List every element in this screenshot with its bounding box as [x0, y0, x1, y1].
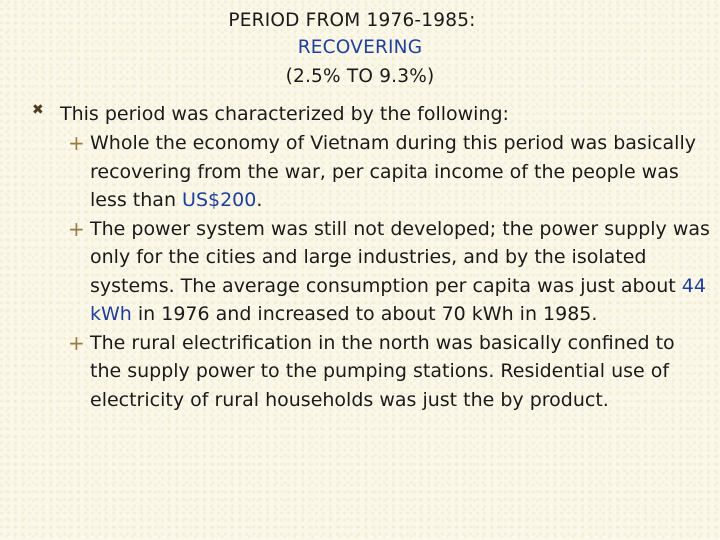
plus-bullet-icon: +: [68, 216, 85, 241]
plus-bullet-icon: +: [68, 131, 85, 155]
sub-bullet-text-end: in 1976 and increased to about 70 kWh in 1985.: [131, 303, 598, 325]
slide-range: (2.5% TO 9.3%): [285, 66, 435, 87]
sub-bullet-text: Whole the economy of Vietnam during this period was basically recovering from the war, per capita income of the people was less than: [90, 132, 696, 211]
highlight-value: US$200: [182, 189, 257, 211]
slide-title: PERIOD FROM 1976-1985:: [228, 10, 476, 31]
sub-bullet-text-end: .: [256, 189, 263, 211]
sub-bullet-list: [32, 129, 712, 414]
slide-subtitle: RECOVERING: [297, 37, 423, 58]
x-mark-bullet-icon: ✖: [32, 102, 44, 118]
sub-bullet-item: [32, 215, 710, 329]
sub-bullet-text: The power system was still not developed; the power supply was only for the cities and large industries, and by the isolated systems. The average consumption per capita was just about: [90, 217, 710, 297]
sub-bullet-item: [32, 329, 710, 415]
sub-bullet-item: [32, 129, 710, 215]
slide-content: [32, 101, 712, 414]
main-bullet-text: This period was characterized by the following:: [60, 103, 509, 125]
highlight-value: 44 kWh: [90, 274, 706, 325]
main-bullet-item: [32, 101, 712, 127]
plus-bullet-icon: +: [68, 330, 85, 355]
sub-bullet-text: The rural electrification in the north was basically confined to the supply power to the pumping stations. Residential use of electricity of rural households was just the by product.: [90, 331, 675, 411]
